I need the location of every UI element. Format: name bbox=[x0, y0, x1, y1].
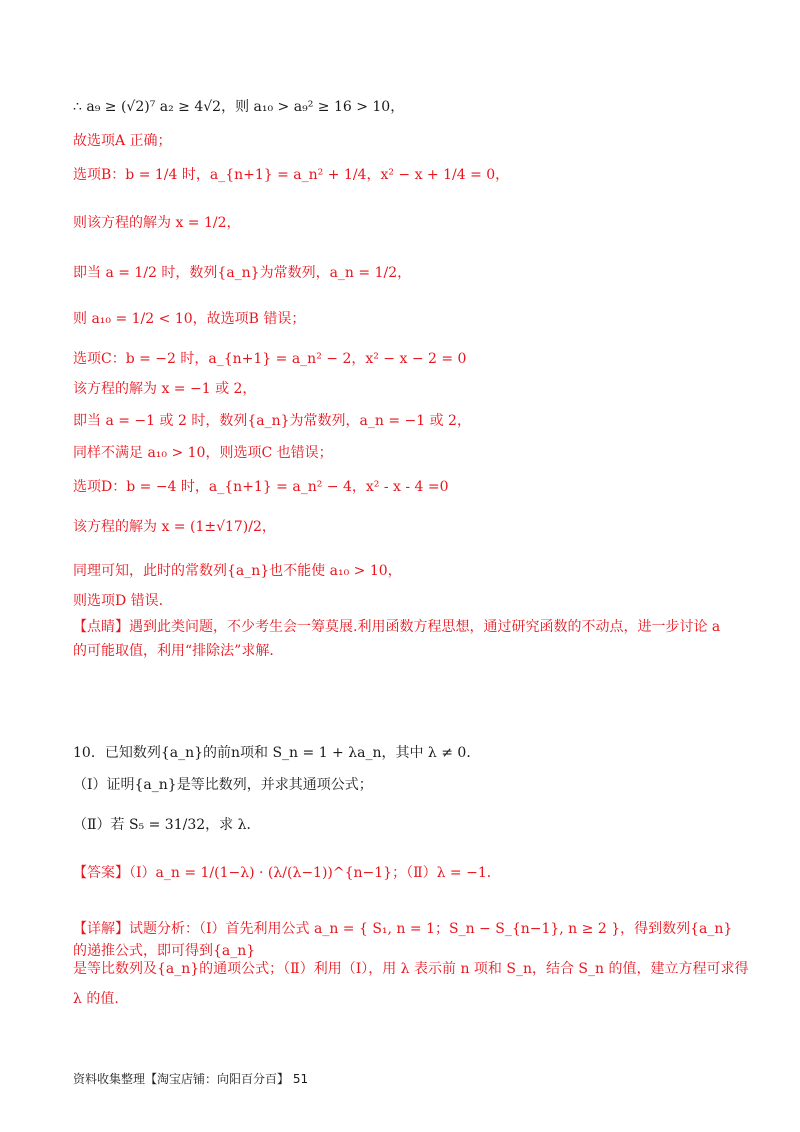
solution-line-12: 该方程的解为 x = (1±√17)/2， bbox=[73, 519, 276, 535]
solution-line-9: 即当 a = −1 或 2 时，数列{a_n}为常数列，a_n = −1 或 2， bbox=[73, 413, 471, 429]
solution-line-3: 选项B：b = 1/4 时，a_{n+1} = a_n² + 1/4，x² − x + 1/4 = 0， bbox=[73, 167, 510, 183]
q10-stem: 10．已知数列{a_n}的前n项和 S_n = 1 + λa_n，其中 λ ≠ 0． bbox=[73, 745, 481, 761]
q10-detail-line-1: 【详解】试题分析：（Ⅰ）首先利用公式 a_n = { S₁, n = 1；S_n − S_{n−1}, n ≥ 2 }，得到数列{a_n}的递推公式，即可得到{a_n} bbox=[73, 921, 733, 959]
solution-line-5: 即当 a = 1/2 时，数列{a_n}为常数列，a_n = 1/2， bbox=[73, 265, 412, 281]
solution-line-13: 同理可知，此时的常数列{a_n}也不能使 a₁₀ > 10， bbox=[73, 563, 402, 579]
q10-answer: 【答案】（Ⅰ）a_n = 1/(1−λ) · (λ/(λ−1))^{n−1}；（Ⅱ）λ = −1． bbox=[73, 865, 501, 881]
solution-line-7: 选项C：b = −2 时，a_{n+1} = a_n² − 2，x² − x − 2 = 0 bbox=[73, 351, 467, 367]
solution-line-11: 选项D：b = −4 时，a_{n+1} = a_n² − 4，x² - x - 4 =0 bbox=[73, 479, 449, 495]
solution-line-8: 该方程的解为 x = −1 或 2， bbox=[73, 381, 257, 397]
remark-line-1: 【点睛】遇到此类问题，不少考生会一筹莫展.利用函数方程思想，通过研究函数的不动点，进一步讨论 a bbox=[73, 619, 721, 635]
q10-part1: （Ⅰ）证明{a_n}是等比数列，并求其通项公式； bbox=[73, 777, 373, 793]
solution-line-10: 同样不满足 a₁₀ > 10，则选项C 也错误； bbox=[73, 445, 333, 461]
solution-line-2: 故选项A 正确； bbox=[73, 133, 172, 149]
solution-line-14: 则选项D 错误. bbox=[73, 593, 164, 609]
page-footer: 资料收集整理【淘宝店铺：向阳百分百】 51 bbox=[73, 1072, 309, 1086]
solution-line-1: ∴ a₉ ≥ (√2)⁷ a₂ ≥ 4√2，则 a₁₀ > a₉² ≥ 16 > 10， bbox=[73, 99, 405, 115]
q10-detail-line-3: λ 的值. bbox=[73, 991, 119, 1007]
q10-detail-line-2: 是等比数列及{a_n}的通项公式；（Ⅱ）利用（Ⅰ），用 λ 表示前 n 项和 S_n，结合 S_n 的值，建立方程可求得 bbox=[73, 961, 749, 977]
q10-part2: （Ⅱ）若 S₅ = 31/32，求 λ． bbox=[73, 817, 261, 833]
solution-line-4: 则该方程的解为 x = 1/2， bbox=[73, 215, 241, 231]
solution-line-6: 则 a₁₀ = 1/2 < 10，故选项B 错误； bbox=[73, 311, 306, 327]
remark-line-2: 的可能取值，利用“排除法”求解. bbox=[73, 643, 274, 659]
